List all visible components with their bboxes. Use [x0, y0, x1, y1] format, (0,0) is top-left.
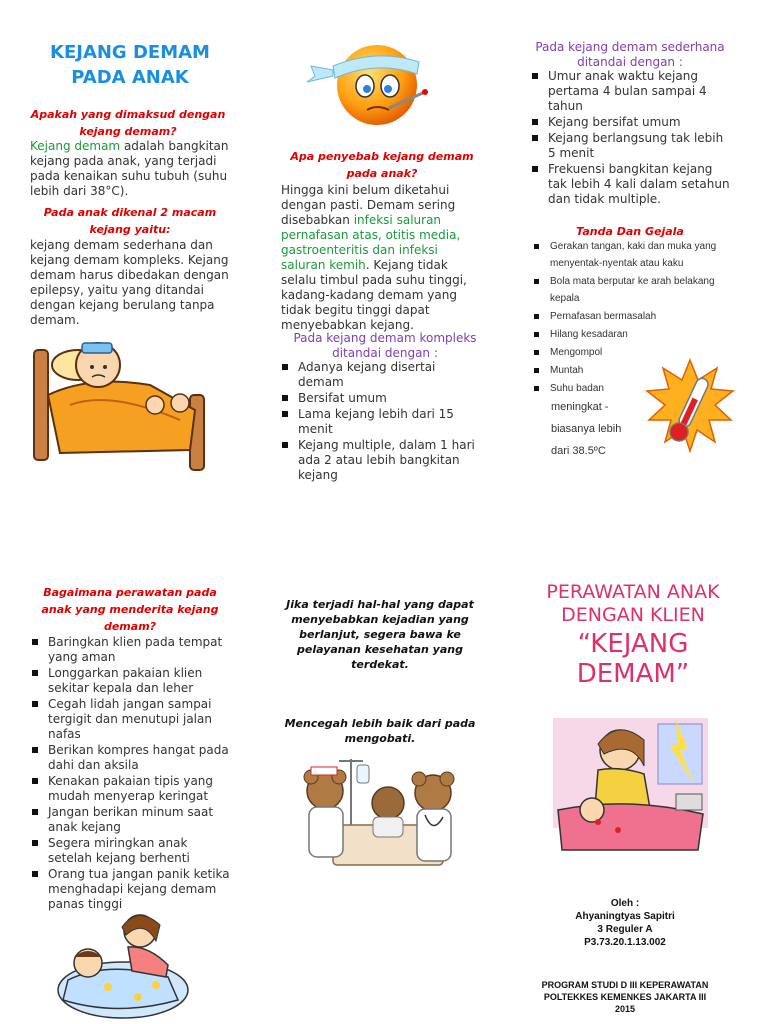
definition-rest: adalah bangkitan kejang pada anak, yang terjadi pada kenaikan suhu tubuh (suhu lebih dari 38°C). — [30, 139, 229, 198]
program-name: PROGRAM STUDI D III KEPERAWATAN — [541, 980, 709, 990]
list-item: Longgarkan pakaian klien sekitar kepala dan leher — [30, 666, 230, 696]
cause-infections: infeksi saluran pernafasan atas, otitis media, gastroenteritis dan infeksi saluran kemih — [281, 213, 461, 272]
thermometer-icon — [645, 358, 735, 453]
list-item: Baringkan klien pada tempat yang aman — [30, 635, 230, 665]
mother-caring-child-illustration — [48, 905, 193, 1020]
list-item: Kejang berlangsung tak lebih 5 menit — [530, 131, 734, 161]
list-item: Berikan kompres hangat pada dahi dan aksila — [30, 743, 230, 773]
list-item: Pernafasan bermasalah — [532, 308, 730, 325]
title-line-2: PADA ANAK — [71, 67, 189, 88]
definition-question: Apakah yang dimaksud dengan kejang demam? — [30, 108, 226, 138]
list-item: Kenakan pakaian tipis yang mudah menyerap keringat — [30, 774, 230, 804]
temperature-line-1: meningkat - — [551, 401, 609, 413]
author-block — [520, 897, 730, 949]
list-item: Bola mata berputar ke arah belakang kepala — [532, 273, 730, 307]
care-steps-list — [30, 635, 230, 913]
feverish-face-illustration — [305, 30, 445, 130]
list-item: Cegah lidah jangan sampai tergigit dan menutupi jalan nafas — [30, 697, 230, 742]
author-class: 3 Reguler A — [597, 924, 653, 935]
list-item: Kejang bersifat umum — [530, 115, 734, 130]
cover-title — [520, 581, 746, 689]
list-item: Adanya kejang disertai demam — [280, 360, 480, 390]
list-item: Hilang kesadaran — [532, 326, 730, 343]
cause-question: Apa penyebab kejang demam pada anak? — [290, 150, 474, 180]
advice-text: Jika terjadi hal-hal yang dapat menyebabkan kejadian yang berlanjut, segera bawa ke pelayanan kesehatan yang terdekat. — [286, 598, 474, 671]
sick-child-bed-illustration — [30, 325, 215, 475]
author-nim: P3.73.20.1.13.002 — [584, 937, 666, 948]
title-line-1: KEJANG DEMAM — [50, 42, 210, 63]
oleh-label: Oleh : — [610, 898, 640, 909]
cause-text — [281, 183, 481, 333]
bear-doctors-illustration — [293, 755, 473, 885]
types-text: kejang demam sederhana dan kejang demam kompleks. Kejang demam harus dibedakan dengan epilepsy, yaitu yang ditandai dengan kejang berulang tanpa demam. — [30, 238, 229, 327]
list-item: Mengompol — [532, 344, 730, 361]
types-heading: Pada anak dikenal 2 macam kejang yaitu: — [43, 206, 217, 236]
list-item: Umur anak waktu kejang pertama 4 bulan sampai 4 tahun — [530, 69, 734, 114]
cover-line-3: “KEJANG — [577, 629, 689, 659]
temperature-line-2: biasanya lebih — [551, 423, 622, 435]
cover-line-4: DEMAM” — [576, 659, 690, 689]
complex-heading: Pada kejang demam kompleks ditandai dengan : — [293, 331, 477, 360]
cover-line-2: DENGAN KLIEN — [561, 604, 705, 626]
list-item: Kejang multiple, dalam 1 hari ada 2 atau lebih bangkitan kejang — [280, 438, 480, 483]
author-name: Ahyaningtyas Sapitri — [575, 911, 675, 922]
list-item: Jangan berikan minum saat anak kejang — [30, 805, 230, 835]
list-item: Frekuensi bangkitan kejang tak lebih 4 kali dalam setahun dan tidak multiple. — [530, 162, 734, 207]
temperature-note — [551, 396, 621, 462]
list-item: Muntah — [532, 362, 730, 379]
signs-heading: Tanda Dan Gejala — [576, 225, 684, 238]
definition-term: Kejang demam — [30, 139, 121, 153]
cover-line-1: PERAWATAN ANAK — [546, 581, 720, 603]
institution-block — [520, 979, 730, 1015]
definition-text — [30, 139, 230, 199]
publication-year: 2015 — [614, 1004, 636, 1014]
list-item: Segera miringkan anak setelah kejang berhenti — [30, 836, 230, 866]
cause-text-part2: . Kejang tidak selalu timbul pada suhu tinggi, kadang-kadang demam yang tidak begitu tinggi dapat menyebabkan kejang. — [281, 258, 467, 332]
list-item: Gerakan tangan, kaki dan muka yang menyentak-nyentak atau kaku — [532, 238, 730, 272]
mother-sick-child-illustration — [548, 710, 713, 860]
complex-signs-list — [280, 360, 480, 484]
list-item: Orang tua jangan panik ketika menghadapi kejang demam panas tinggi — [30, 867, 230, 912]
simple-heading: Pada kejang demam sederhana ditandai dengan : — [535, 40, 725, 69]
prevention-motto: Mencegah lebih baik dari pada mengobati. — [284, 717, 476, 745]
institution-name: POLTEKKES KEMENKES JAKARTA III — [543, 992, 707, 1002]
cause-text-part1: Hingga kini belum diketahui dengan pasti. Demam sering disebabkan — [281, 183, 456, 227]
temperature-line-3: dari 38.5ºC — [551, 445, 606, 457]
simple-signs-list — [530, 69, 734, 208]
care-heading: Bagaimana perawatan pada anak yang menderita kejang demam? — [41, 586, 219, 633]
list-item: Lama kejang lebih dari 15 menit — [280, 407, 480, 437]
list-item: Bersifat umum — [280, 391, 480, 406]
list-item: Suhu badan — [532, 380, 730, 397]
panel1-title — [40, 40, 220, 90]
